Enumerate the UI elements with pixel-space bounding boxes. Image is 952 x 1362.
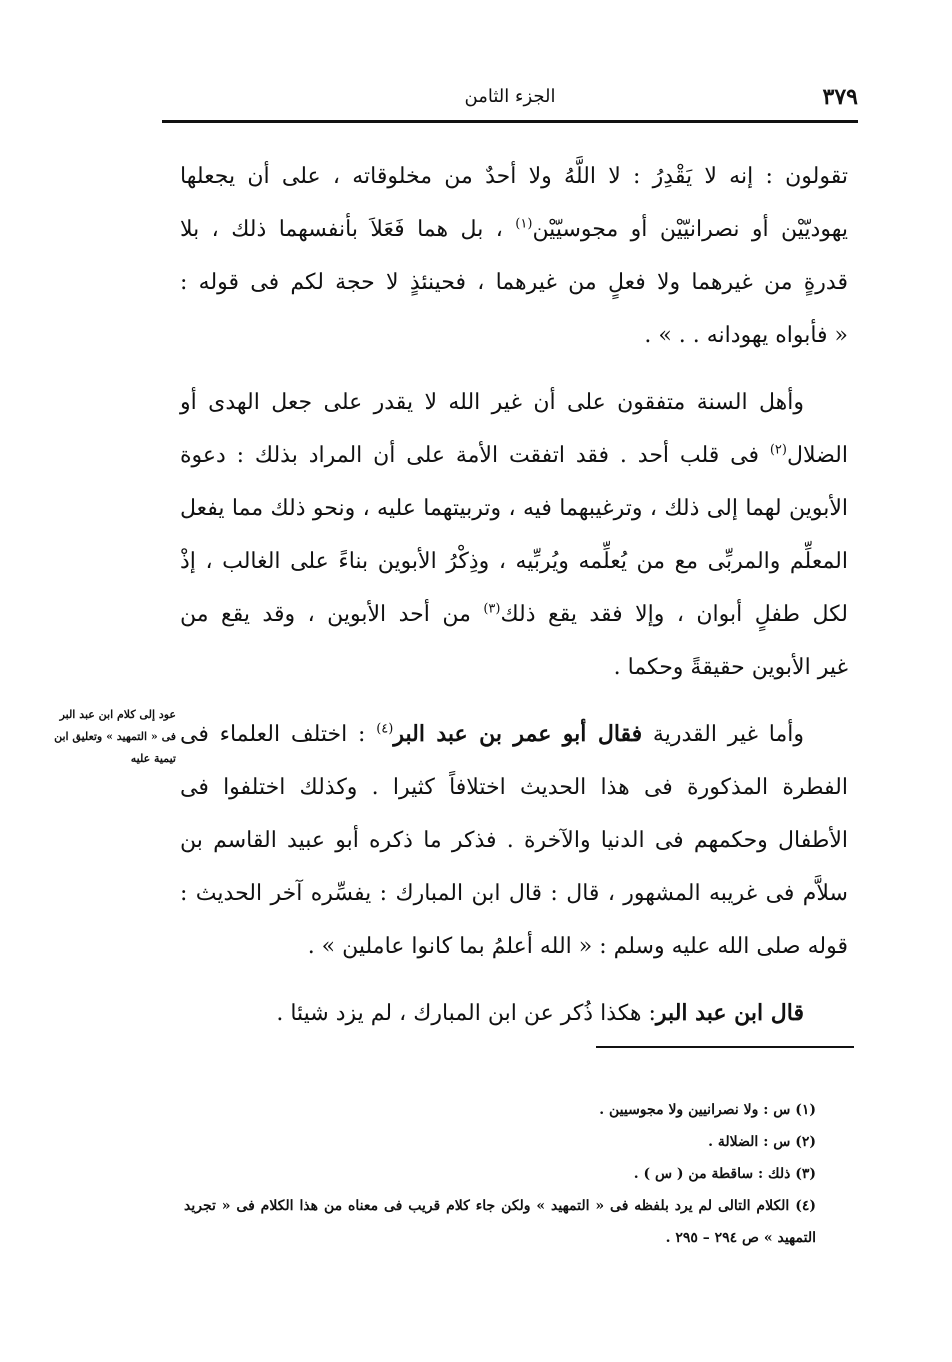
author-name: فقال أبو عمر بن عبد البر bbox=[393, 721, 643, 747]
margin-note-line: فى « التمهيد » وتعليق ابن bbox=[54, 730, 176, 743]
text-line: « فأبواه يهودانه . . » . bbox=[644, 323, 848, 348]
main-text bbox=[180, 150, 848, 1040]
margin-note-line: تيمية عليه bbox=[130, 752, 176, 765]
text-line: وأهل السنة متفقون على أن غير الله لا يقدر على جعل الهدى أو bbox=[180, 390, 804, 415]
text-span: : اختلف العلماء فى bbox=[180, 722, 377, 747]
footnotes bbox=[184, 1094, 816, 1254]
footnote-2: (٢) س : الضلالة . bbox=[708, 1134, 816, 1150]
text-span: الضلال bbox=[786, 443, 848, 468]
footnote-1: (١) س : ولا نصرانيين ولا مجوسيين . bbox=[599, 1102, 816, 1118]
margin-note bbox=[24, 704, 176, 770]
footnote-ref-2: (٢) bbox=[769, 442, 787, 458]
paragraph-2 bbox=[180, 376, 848, 694]
footnote-ref-3: (٣) bbox=[483, 601, 501, 617]
margin-note-line: عود إلى كلام ابن عبد البر bbox=[59, 708, 176, 721]
text-line: سلاَّم فى غريبه المشهور ، قال : قال ابن المبارك : يفسِّره آخر الحديث : bbox=[180, 881, 848, 906]
text-line bbox=[180, 588, 848, 641]
text-line: المعلِّم والمربِّى مع من يُعلِّمه ويُربِّيه ، وذِكْرُ الأبوين بناءً على الغالب ، إذْ bbox=[180, 549, 848, 574]
footnote-3: (٣) ذلك : ساقطة من ( س ) . bbox=[633, 1166, 816, 1182]
text-line: قوله صلى الله عليه وسلم : « الله أعلمُ بما كانوا عاملين » . bbox=[307, 934, 848, 959]
text-line bbox=[180, 987, 848, 1040]
text-line: الفطرة المذكورة فى هذا الحديث اختلافاً كثيرا . وكذلك اختلفوا فى bbox=[180, 775, 848, 800]
text-line: تقولون : إنه لا يَقْدِرُ : لا اللَّهُ ولا أحدٌ من مخلوقاته ، على أن يجعلها bbox=[180, 164, 848, 189]
running-title: الجزء الثامن bbox=[464, 86, 556, 107]
page-number: ٣٧٩ bbox=[822, 84, 858, 110]
text-line: الأبوين لهما إلى ذلك ، وترغيبهما فيه ، وتربيتهما عليه ، ونحو ذلك مما يفعل bbox=[180, 496, 848, 521]
text-line bbox=[180, 708, 848, 761]
text-line: غير الأبوين حقيقةً وحكما . bbox=[613, 655, 848, 680]
footnote-rule bbox=[596, 1046, 854, 1048]
text-span: لكل طفلٍ أبوان ، وإلا فقد يقع ذلك bbox=[500, 602, 848, 627]
header-rule bbox=[162, 120, 858, 123]
text-span: وأما غير القدرية bbox=[642, 722, 804, 747]
author-name: قال ابن عبد البر bbox=[655, 1000, 804, 1026]
text-line bbox=[180, 429, 848, 482]
text-line: الأطفال وحكمهم فى الدنيا والآخرة . فذكر ما ذكره أبو عبيد القاسم بن bbox=[180, 828, 848, 853]
footnote-ref-1: (١) bbox=[515, 216, 533, 232]
footnote-4: (٤) الكلام التالى لم يرد بلفظه فى « التمهيد » ولكن جاء كلام قريب فى معناه من هذا الكلام فى « تجريد التمهيد » ص ٢٩٤ – ٢٩٥ . bbox=[184, 1198, 816, 1246]
text-span: فى قلب أحد . فقد اتفقت الأمة على أن المراد بذلك : دعوة bbox=[180, 443, 770, 468]
text-span: من أحد الأبوين ، وقد يقع من bbox=[180, 602, 484, 627]
text-line: قدرةٍ من غيرهما ولا فعلٍ من غيرهما ، فحينئذٍ لا حجة لكم فى قوله : bbox=[180, 270, 848, 295]
footnote-ref-4: (٤) bbox=[376, 721, 394, 737]
paragraph-4 bbox=[180, 987, 848, 1040]
paragraph-1 bbox=[180, 150, 848, 362]
text-span: ، بل هما فَعَلاَ بأنفسهما ذلك ، بلا bbox=[180, 217, 516, 242]
text-span: يهوديّيْن أو نصرانيّيْن أو مجوسيّيْن bbox=[532, 217, 848, 242]
text-span: : هكذا ذُكر عن ابن المبارك ، لم يزد شيئا . bbox=[276, 1001, 656, 1026]
text-line bbox=[180, 203, 848, 256]
page-header bbox=[162, 80, 858, 120]
paragraph-3 bbox=[180, 708, 848, 973]
